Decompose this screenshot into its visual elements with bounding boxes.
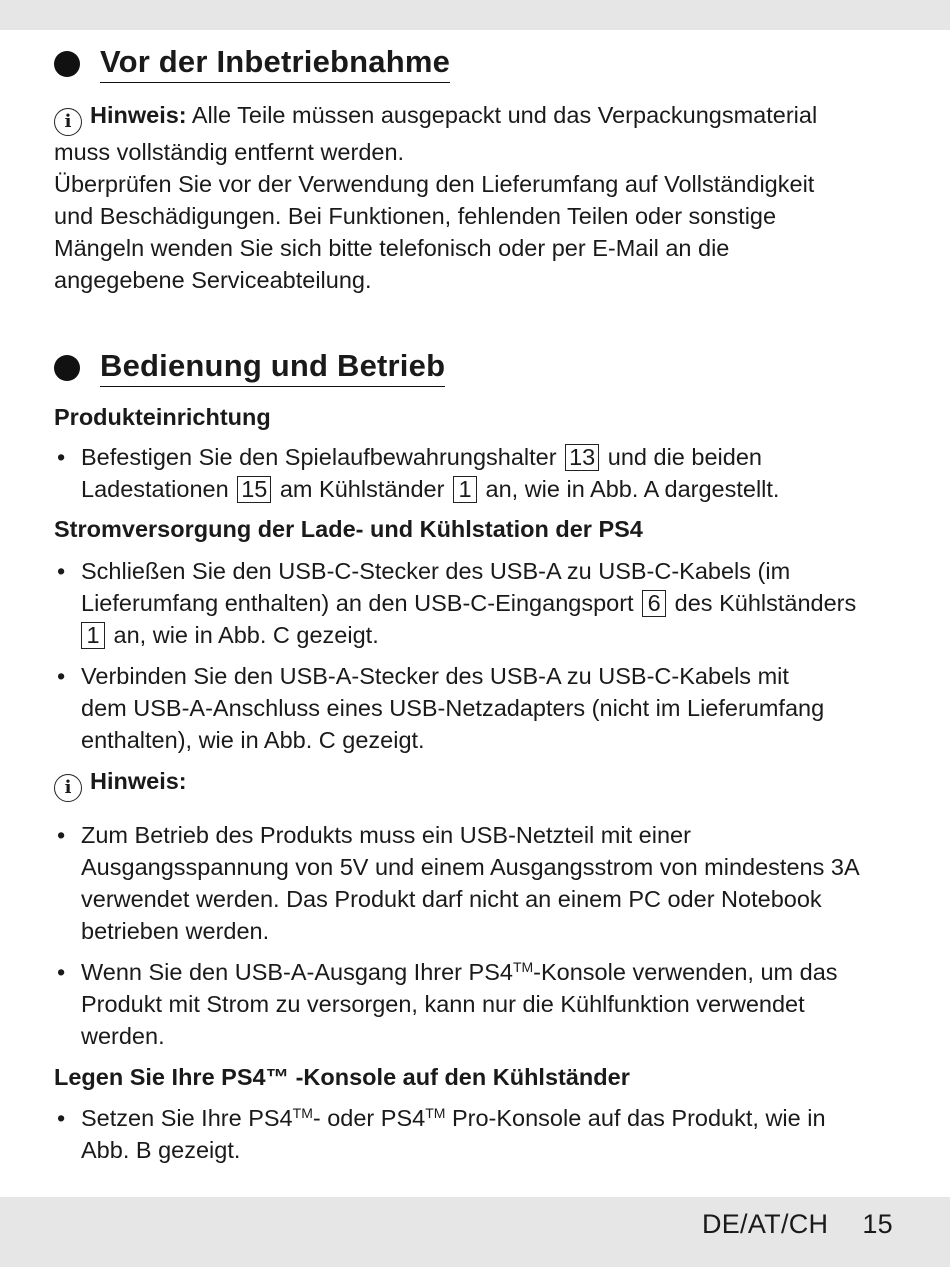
paragraph-line: angegebene Serviceabteilung. [54,267,372,293]
text: -Konsole verwenden, um das [533,959,838,985]
bullet-icon: • [57,959,66,985]
paragraph-line: Überprüfen Sie vor der Verwendung den Lieferumfang auf Vollständigkeit [54,171,815,197]
paragraph-line: und Beschädigungen. Bei Funktionen, fehlenden Teilen oder sonstige [54,203,777,229]
text: Ladestationen [81,476,229,502]
list-item [54,1102,904,1166]
info-icon: i [54,774,82,802]
section-title: Vor der Inbetriebnahme [100,44,450,83]
note-line [54,99,904,136]
bullet-icon: • [57,1105,66,1131]
info-icon: i [54,108,82,136]
trademark-sup: TM [292,1105,313,1121]
list-item-text [81,819,904,947]
bullet-dot-icon [54,51,80,77]
footer-region: DE/AT/CH [701,1209,829,1239]
footer [702,1209,893,1240]
section-heading-bedienung-und-betrieb [54,348,904,387]
text: Produkt mit Strom zu versorgen, kann nur die Kühlfunktion verwendet [81,991,805,1017]
list-item-text [81,660,904,756]
part-ref-badge: 6 [642,590,666,617]
note-label: Hinweis: [90,102,187,128]
text: Lieferumfang enthalten) an den USB-C-Eingangsport [81,590,634,616]
text: Zum Betrieb des Produkts muss ein USB-Netzteil mit einer [81,822,691,848]
subheading-produkteinrichtung: Produkteinrichtung [54,404,271,430]
bullet-icon: • [57,822,66,848]
part-ref-badge: 1 [453,476,477,503]
bullet-icon: • [57,558,66,584]
text: betrieben werden. [81,918,270,944]
text: Setzen Sie Ihre PS4 [81,1105,293,1131]
text: des Kühlständers [674,590,857,616]
bullet-icon: • [57,444,66,470]
text: an, wie in Abb. C gezeigt. [113,622,379,648]
text: enthalten), wie in Abb. C gezeigt. [81,727,425,753]
text: und die beiden [607,444,762,470]
trademark-sup: TM [512,959,534,975]
text: Wenn Sie den USB-A-Ausgang Ihrer PS4 [81,959,513,985]
page-number: 15 [862,1209,893,1239]
subheading-stromversorgung: Stromversorgung der Lade- und Kühlstation der PS4 [54,516,643,542]
text: dem USB-A-Anschluss eines USB-Netzadapters (nicht im Lieferumfang [81,695,825,721]
list-item [54,660,904,756]
section-heading-vor-der-inbetriebnahme [54,44,904,83]
list-item-text [81,441,904,505]
note-label: Hinweis: [90,768,187,794]
note-block [54,99,904,296]
list-item [54,819,904,947]
note-text: Alle Teile müssen ausgepackt und das Verpackungsmaterial [191,102,818,128]
list-item-text [81,956,904,1052]
note-text-line2: muss vollständig entfernt werden. [54,139,405,165]
text: Abb. B gezeigt. [81,1137,241,1163]
note-heading [54,765,904,802]
page-content [54,44,904,1166]
paragraph-line: Mängeln wenden Sie sich bitte telefonisch oder per E-Mail an die [54,235,730,261]
text: Ausgangsspannung von 5V und einem Ausgangsstrom von mindestens 3A [81,854,860,880]
bullet-dot-icon [54,355,80,381]
list-item-text [81,555,904,651]
list-item-text [81,1102,904,1166]
list-item [54,441,904,505]
text: an, wie in Abb. A dargestellt. [485,476,780,502]
text: - oder PS4 [312,1105,426,1131]
part-ref-badge: 15 [237,476,271,503]
part-ref-badge: 13 [565,444,599,471]
section-title: Bedienung und Betrieb [100,348,445,387]
list-item [54,956,904,1052]
list-item [54,555,904,651]
text: am Kühlständer [279,476,445,502]
text: verwendet werden. Das Produkt darf nicht an einem PC oder Notebook [81,886,822,912]
top-band [0,0,950,30]
bullet-icon: • [57,663,66,689]
text: Verbinden Sie den USB-A-Stecker des USB-A zu USB-C-Kabels mit [81,663,789,689]
text: Pro-Konsole auf das Produkt, wie in [445,1105,826,1131]
text: werden. [81,1023,165,1049]
text: Schließen Sie den USB-C-Stecker des USB-A zu USB-C-Kabels (im [81,558,791,584]
part-ref-badge: 1 [81,622,105,649]
trademark-sup: TM [425,1105,446,1121]
subheading-konsole-auflegen: Legen Sie Ihre PS4™ -Konsole auf den Kühlständer [54,1064,630,1090]
text: Befestigen Sie den Spielaufbewahrungshalter [81,444,557,470]
